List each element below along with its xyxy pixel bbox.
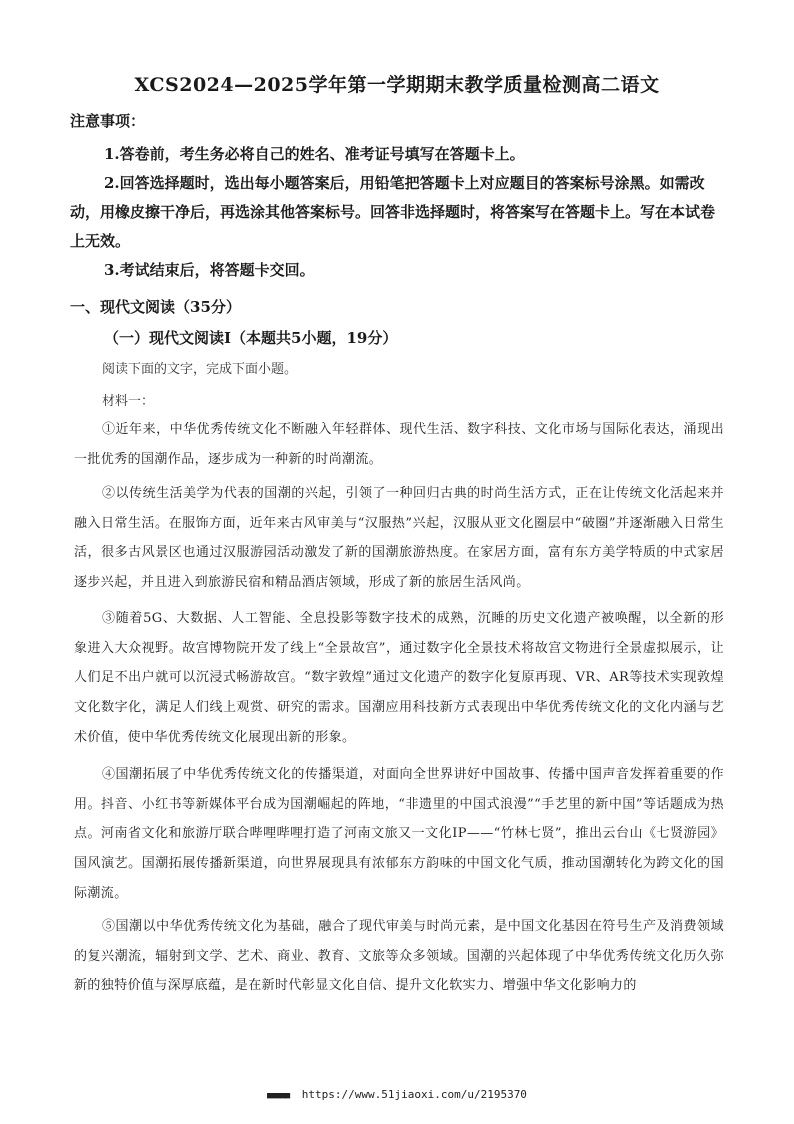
section-heading: 一、现代文阅读（35分） (70, 298, 241, 316)
notice-heading: 注意事项： (70, 112, 146, 130)
subsection-heading: （一）现代文阅读Ⅰ（本题共5小题，19分） (104, 329, 398, 347)
paragraph-4: ④国潮拓展了中华优秀传统文化的传播渠道，对面向全世界讲好中国故事、传播中国声音发挥着重要的作用。抖音、小红书等新媒体平台成为国潮崛起的阵地，“非遗里的中国式浪漫”“手艺里的新中国”等话题成为热点。河南省文化和旅游厅联合哔哩哔哩打造了河南文旅又一文化IP——“竹林七贤”，推出云台山《七贤游园》国风演艺。国潮拓展传播新渠道，向世界展现具有浓郁东方韵味的中国文化气质，推动国潮转化为跨文化的国际潮流。 (74, 767, 724, 901)
paragraph-5: ⑤国潮以中华优秀传统文化为基础，融合了现代审美与时尚元素，是中国文化基因在符号生产及消费领域的复兴潮流，辐射到文学、艺术、商业、教育、文旅等众多领域。国潮的兴起体现了中华优秀传统文化历久弥新的独特价值与深厚底蕴，是在新时代彰显文化自信、提升文化软实力、增强中华文化影响力的 (74, 919, 724, 994)
notice-item-3 (70, 256, 726, 285)
watermark-mark: ■■■■■ (267, 1091, 290, 1101)
paragraph-3: ③随着5G、大数据、人工智能、全息投影等数字技术的成熟，沉睡的历史文化遗产被唤醒，以全新的形象进入大众视野。故宫博物院开发了线上“全景故宫”，通过数字化全景技术将故宫文物进行全景虚拟展示，让人们足不出户就可以沉浸式畅游故宫。“数字敦煌”通过文化遗产的数字化复原再现、VR、AR等技术实现敦煌文化数字化，满足人们线上观赏、研究的需求。国潮应用科技新方式表现出中华优秀传统文化的文化内涵与艺术价值，使中华优秀传统文化展现出新的形象。 (74, 611, 724, 745)
notice-item-text: 3.考试结束后，将答题卡交回。 (104, 261, 315, 279)
notice-item-1 (70, 140, 726, 169)
paragraph-2: ②以传统生活美学为代表的国潮的兴起，引领了一种回归古典的时尚生活方式，正在让传统文化活起来并融入日常生活。在服饰方面，近年来古风审美与“汉服热”兴起，汉服从亚文化圈层中“破圈”并逐渐融入日常生活，很多古风景区也通过汉服游园活动激发了新的国潮旅游热度。在家居方面，富有东方美学特质的中式家居逐步兴起，并且进入到旅游民宿和精品酒店领域，形成了新的旅居生活风尚。 (74, 486, 724, 591)
exam-title: XCS2024—2025学年第一学期期末教学质量检测高二语文 (134, 74, 660, 96)
footer-url-link[interactable]: https://www.51jiaoxi.com/u/2195370 (301, 1088, 527, 1101)
paragraph-1: ①近年来，中华优秀传统文化不断融入年轻群体、现代生活、数字科技、文化市场与国际化表达，涌现出一批优秀的国潮作品，逐步成为一种新的时尚潮流。 (74, 422, 724, 467)
page-footer (0, 1088, 794, 1101)
instruction-text: 阅读下面的文字，完成下面小题。 (102, 362, 298, 377)
notice-item-text: 1.答卷前，考生务必将自己的姓名、准考证号填写在答题卡上。 (104, 145, 525, 163)
notice-item-2 (70, 169, 726, 256)
notice-item-text: 2.回答选择题时，选出每小题答案后，用铅笔把答题卡上对应题目的答案标号涂黑。如需改动，用橡皮擦干净后，再选涂其他答案标号。回答非选择题时，将答案写在答题卡上。写在本试卷上无效。 (70, 174, 716, 250)
material-label: 材料一： (102, 394, 155, 409)
